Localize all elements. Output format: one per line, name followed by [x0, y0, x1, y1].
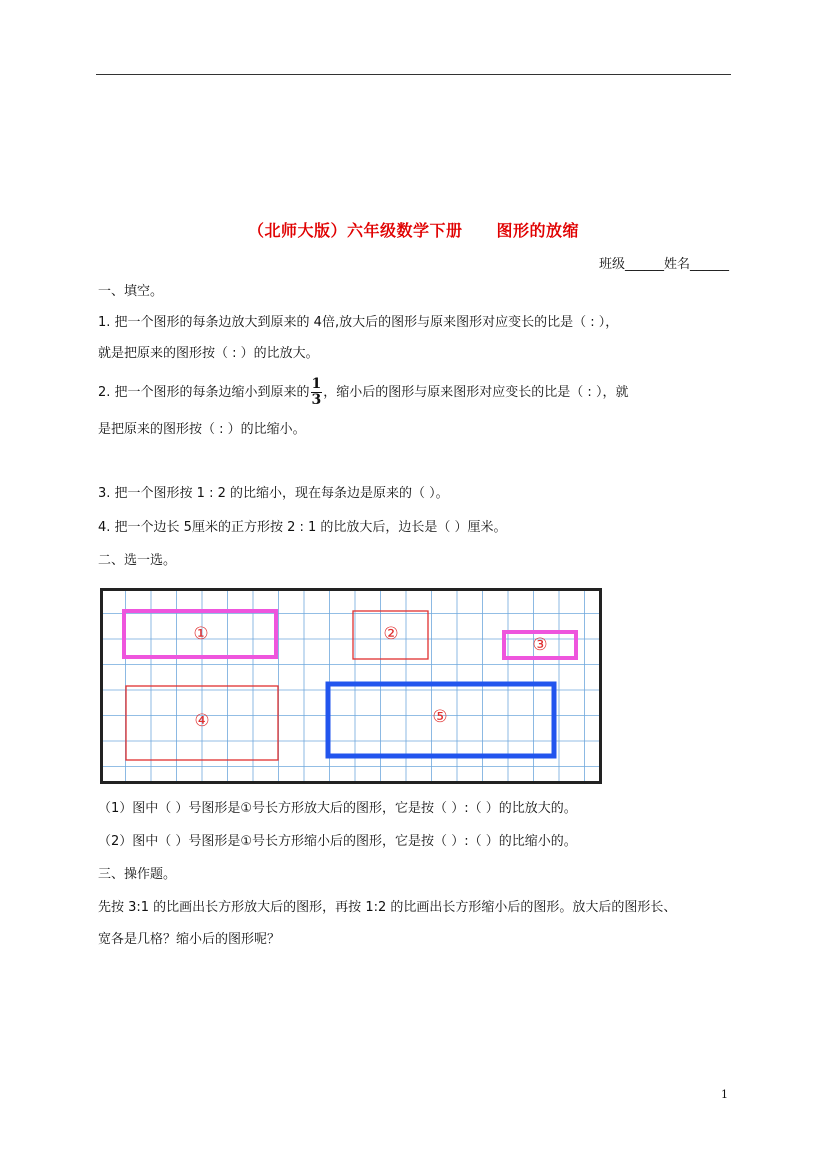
header-rule — [96, 74, 731, 75]
page-number: 1 — [721, 1088, 728, 1101]
figure-5-label: ⑤ — [432, 707, 448, 727]
page-title — [0, 218, 827, 241]
figure-2-label: ② — [383, 624, 399, 644]
section3-text-line1: 先按 3:1 的比画出长方形放大后的图形，再按 1:2 的比画出长方形缩小后的图形。放大后的图形长、 — [98, 900, 677, 915]
figure-4-label: ④ — [194, 711, 210, 731]
grid-figure — [100, 588, 602, 784]
section2-heading: 二、选一选。 — [98, 553, 177, 568]
fraction-one-third — [311, 377, 323, 408]
q2-line1 — [98, 374, 628, 412]
figure-1-label: ① — [193, 624, 209, 644]
q3: 3. 把一个图形按 1 : 2 的比缩小，现在每条边是原来的（ ）。 — [98, 486, 449, 501]
section3-text-line2: 宽各是几格？缩小后的图形呢？ — [98, 932, 281, 947]
q1-line1: 1. 把一个图形的每条边放大到原来的 4倍,放大后的图形与原来图形对应变长的比是（ : ）， — [98, 315, 619, 330]
grid-svg — [100, 588, 602, 784]
q2-line1-post: ，缩小后的图形与原来图形对应变长的比是（ : ），就 — [323, 385, 629, 400]
section3-heading: 三、操作题。 — [98, 867, 177, 882]
section2-q2: （2）图中（ ）号图形是①号长方形缩小后的图形，它是按（ ）:（ ）的比缩小的。 — [98, 834, 577, 849]
q2-line2: 是把原来的图形按（ : ）的比缩小。 — [98, 422, 306, 437]
fraction-denominator: 3 — [311, 392, 322, 408]
section1-heading: 一、填空。 — [98, 284, 164, 299]
fraction-numerator: 1 — [311, 376, 322, 392]
title-topic: 图形的放缩 — [496, 221, 580, 240]
q4: 4. 把一个边长 5厘米的正方形按 2 : 1 的比放大后，边长是（ ）厘米。 — [98, 520, 507, 535]
q1-line2: 就是把原来的图形按（ : ）的比放大。 — [98, 346, 319, 361]
figure-3-label: ③ — [532, 635, 548, 655]
section2-q1: （1）图中（ ）号图形是①号长方形放大后的图形，它是按（ ）:（ ）的比放大的。 — [98, 801, 577, 816]
q2-line1-pre: 2. 把一个图形的每条边缩小到原来的 — [98, 385, 310, 400]
title-main: （北师大版）六年级数学下册 — [247, 221, 463, 240]
class-name-line: 班级______姓名______ — [598, 257, 729, 272]
